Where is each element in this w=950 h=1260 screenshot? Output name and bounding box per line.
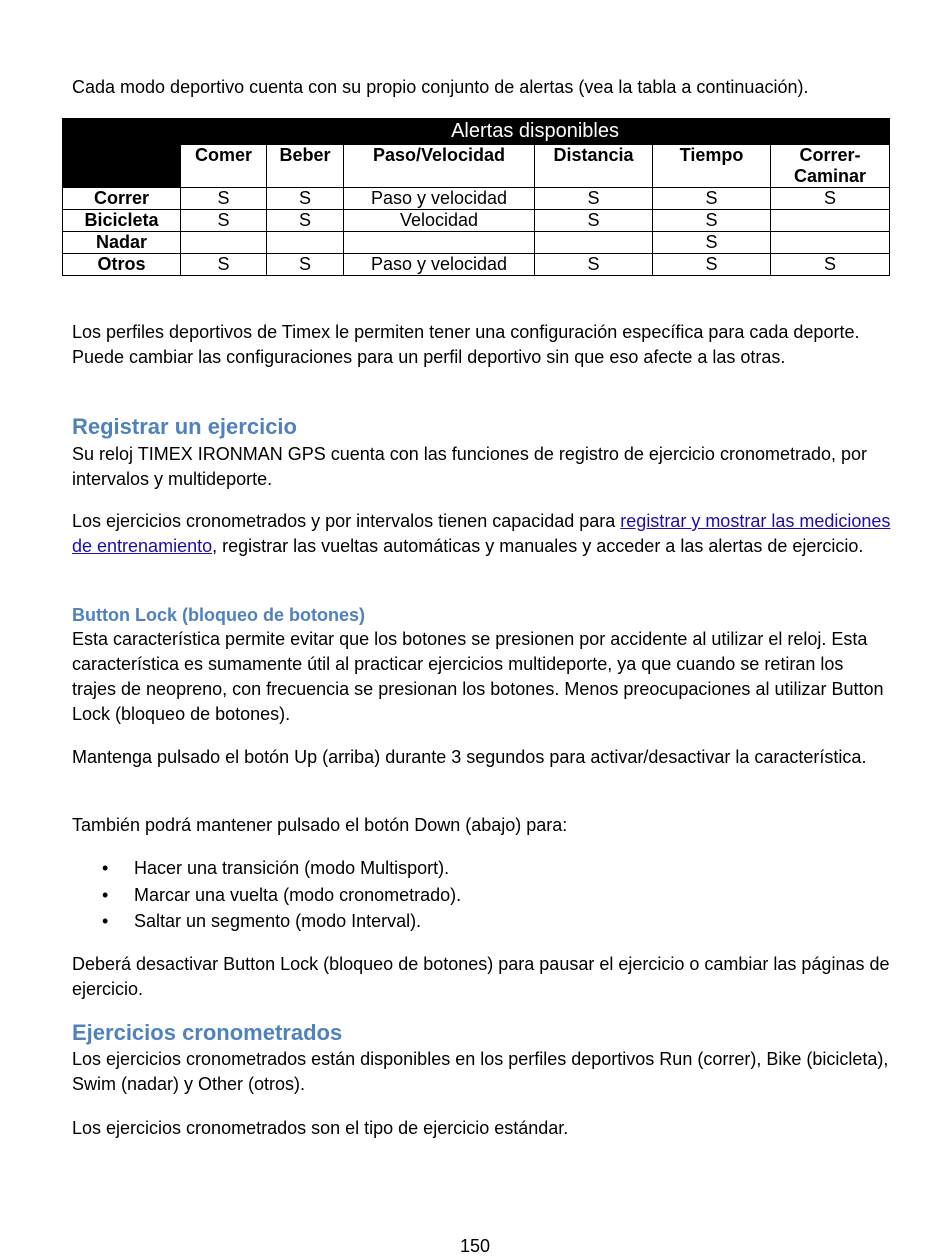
- table-cell: [535, 232, 653, 254]
- timed-paragraph-1: Los ejercicios cronometrados están disponibles en los perfiles deportivos Run (correr), Bike (bicicleta), Swim (nadar) y Other (otros).: [72, 1049, 889, 1094]
- intro-paragraph: Cada modo deportivo cuenta con su propio conjunto de alertas (vea la tabla a continuación).: [72, 77, 809, 97]
- button-lock-paragraph-4: Deberá desactivar Button Lock (bloqueo de botones) para pausar el ejercicio o cambiar las páginas de ejercicio.: [72, 954, 890, 999]
- list-item: [72, 855, 461, 882]
- table-cell: S: [181, 254, 267, 276]
- button-lock-paragraph-3: También podrá mantener pulsado el botón Down (abajo) para:: [72, 815, 568, 835]
- table-cell: Paso y velocidad: [344, 254, 535, 276]
- register-text-before-link: Los ejercicios cronometrados y por intervalos tienen capacidad para: [72, 511, 621, 531]
- bullet-icon: •: [102, 858, 109, 878]
- table-cell: S: [771, 188, 890, 210]
- list-item-text: Saltar un segmento (modo Interval).: [134, 911, 422, 931]
- timed-paragraph-2: Los ejercicios cronometrados son el tipo de ejercicio estándar.: [72, 1118, 569, 1138]
- bullet-icon: •: [102, 884, 109, 905]
- table-row: [63, 210, 890, 232]
- table-cell: S: [267, 188, 344, 210]
- button-lock-paragraph-1: Esta característica permite evitar que los botones se presionen por accidente al utilizar el reloj. Esta característica es sumamente útil al practicar ejercicios multideporte, ya que cuando se retiran los trajes de neopreno, con frecuencia se presionan los botones. Menos preocupaciones al utilizar Button Lock (bloqueo de botones).: [72, 629, 884, 724]
- list-item: [72, 882, 461, 909]
- table-cell: S: [535, 210, 653, 232]
- table-cell: S: [653, 188, 771, 210]
- row-header: Correr: [63, 188, 181, 210]
- page-number: 150: [459, 1236, 491, 1256]
- list-item-text: Marcar una vuelta (modo cronometrado).: [134, 884, 462, 905]
- table-row: [63, 188, 890, 210]
- table-cell: S: [771, 254, 890, 276]
- table-cell: [267, 232, 344, 254]
- table-cell: [181, 232, 267, 254]
- table-cell: S: [181, 210, 267, 232]
- column-header: Distancia: [535, 145, 653, 188]
- heading-button-lock: Button Lock (bloqueo de botones): [72, 605, 365, 625]
- table-cell: S: [535, 254, 653, 276]
- table-row: [63, 254, 890, 276]
- table-cell: [344, 232, 535, 254]
- column-header: Correr-Caminar: [771, 145, 890, 188]
- register-paragraph-2: [72, 509, 892, 559]
- row-header: Nadar: [63, 232, 181, 254]
- heading-register-workout: Registrar un ejercicio: [72, 414, 297, 439]
- column-header: Paso/Velocidad: [344, 145, 535, 188]
- row-header: Otros: [63, 254, 181, 276]
- table-corner-cell: [63, 119, 181, 188]
- table-row: [63, 232, 890, 254]
- table-cell: S: [267, 210, 344, 232]
- table-cell: S: [653, 254, 771, 276]
- column-header: Beber: [267, 145, 344, 188]
- table-cell: Paso y velocidad: [344, 188, 535, 210]
- button-lock-list: [72, 855, 461, 935]
- register-paragraph-1: Su reloj TIMEX IRONMAN GPS cuenta con las funciones de registro de ejercicio cronometrado, por intervalos y multideporte.: [72, 444, 868, 489]
- table-cell: S: [653, 210, 771, 232]
- table-cell: [771, 210, 890, 232]
- table-banner-row: [63, 119, 890, 145]
- table-cell: S: [653, 232, 771, 254]
- column-header: Tiempo: [653, 145, 771, 188]
- bullet-icon: •: [102, 911, 109, 931]
- list-item: [72, 908, 461, 935]
- column-header: Comer: [181, 145, 267, 188]
- table-cell: S: [181, 188, 267, 210]
- table-header-row: [63, 145, 890, 188]
- table-cell: [771, 232, 890, 254]
- table-title: Alertas disponibles: [181, 119, 890, 145]
- table-cell: S: [535, 188, 653, 210]
- table-cell: S: [267, 254, 344, 276]
- heading-timed-workouts: Ejercicios cronometrados: [72, 1020, 343, 1045]
- profiles-paragraph: Los perfiles deportivos de Timex le permiten tener una configuración específica para cada deporte. Puede cambiar las configuraciones para un perfil deportivo sin que eso afecte a las otras.: [72, 322, 860, 367]
- button-lock-paragraph-2: Mantenga pulsado el botón Up (arriba) durante 3 segundos para activar/desactivar la característica.: [72, 747, 867, 767]
- register-text-after-link: , registrar las vueltas automáticas y manuales y acceder a las alertas de ejercicio.: [212, 536, 864, 556]
- alerts-table: [62, 118, 890, 276]
- table-cell: Velocidad: [344, 210, 535, 232]
- training-measurements-link[interactable]: registrar y mostrar las mediciones de entrenamiento: [72, 511, 891, 556]
- row-header: Bicicleta: [63, 210, 181, 232]
- list-item-text: Hacer una transición (modo Multisport).: [134, 858, 450, 878]
